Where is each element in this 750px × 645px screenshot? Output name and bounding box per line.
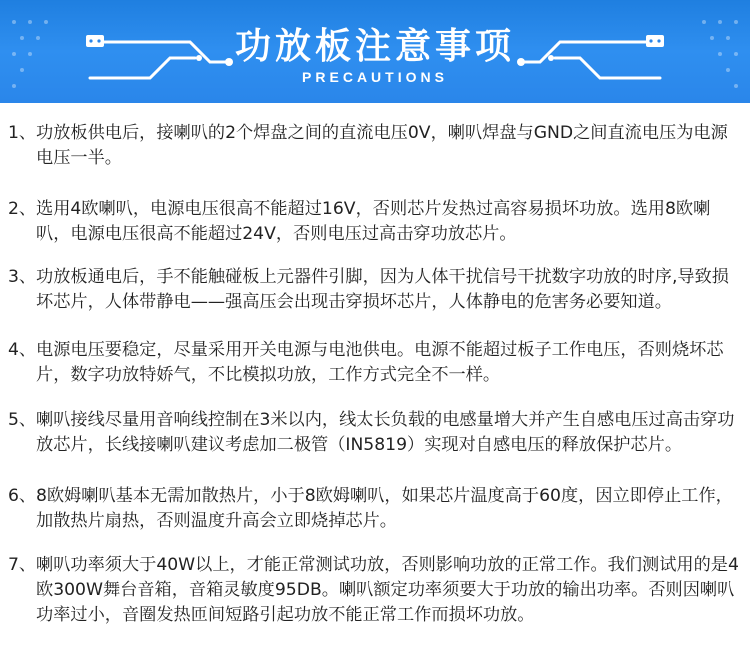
list-item	[8, 408, 742, 458]
item-number: 2、	[8, 199, 37, 219]
list-item	[8, 121, 742, 171]
list-item	[8, 197, 742, 247]
item-text: 功放板供电后，接喇叭的2个焊盘之间的直流电压0V，喇叭焊盘与GND之间直流电压为电源电压一半。	[36, 123, 728, 168]
item-text: 喇叭接线尽量用音响线控制在3米以内，线太长负载的电感量增大并产生自感电压过高击穿功放芯片，长线接喇叭建议考虑加二极管（IN5819）实现对自感电压的释放保护芯片。	[36, 410, 735, 455]
item-text: 功放板通电后，手不能触碰板上元器件引脚，因为人体干扰信号干扰数字功放的时序,导致损坏芯片，人体带静电——强高压会出现击穿损坏芯片，人体静电的危害务必要知道。	[36, 267, 729, 312]
list-item	[8, 484, 742, 534]
item-number: 6、	[8, 486, 37, 506]
item-number: 4、	[8, 340, 37, 360]
page-title: 功放板注意事项	[234, 26, 515, 67]
item-text: 喇叭功率须大于40W以上，才能正常测试功放，否则影响功放的正常工作。我们测试用的是4欧300W舞台音箱，音箱灵敏度95DB。喇叭额定功率须要大于功放的输出功率。否则因喇叭功率过小，音圈发热匝间短路引起功放不能正常工作而损坏功放。	[36, 555, 739, 625]
item-text: 选用4欧喇叭，电源电压很高不能超过16V，否则芯片发热过高容易损坏功放。选用8欧喇叭，电源电压很高不能超过24V，否则电压过高击穿功放芯片。	[36, 199, 711, 244]
header-banner	[0, 0, 750, 103]
item-text: 8欧姆喇叭基本无需加散热片，小于8欧姆喇叭，如果芯片温度高于60度，因立即停止工作，加散热片扇热，否则温度升高会立即烧掉芯片。	[36, 486, 733, 531]
item-number: 1、	[8, 123, 37, 143]
item-number: 5、	[8, 410, 37, 430]
list-item	[8, 338, 742, 388]
item-text: 电源电压要稳定，尽量采用开关电源与电池供电。电源不能超过板子工作电压，否则烧坏芯片，数字功放特娇气，不比模拟功放，工作方式完全不一样。	[36, 340, 724, 385]
item-number: 7、	[8, 555, 37, 575]
list-item	[8, 265, 742, 315]
list-item	[8, 553, 742, 628]
item-number: 3、	[8, 267, 37, 287]
page-subtitle: PRECAUTIONS	[302, 69, 448, 85]
